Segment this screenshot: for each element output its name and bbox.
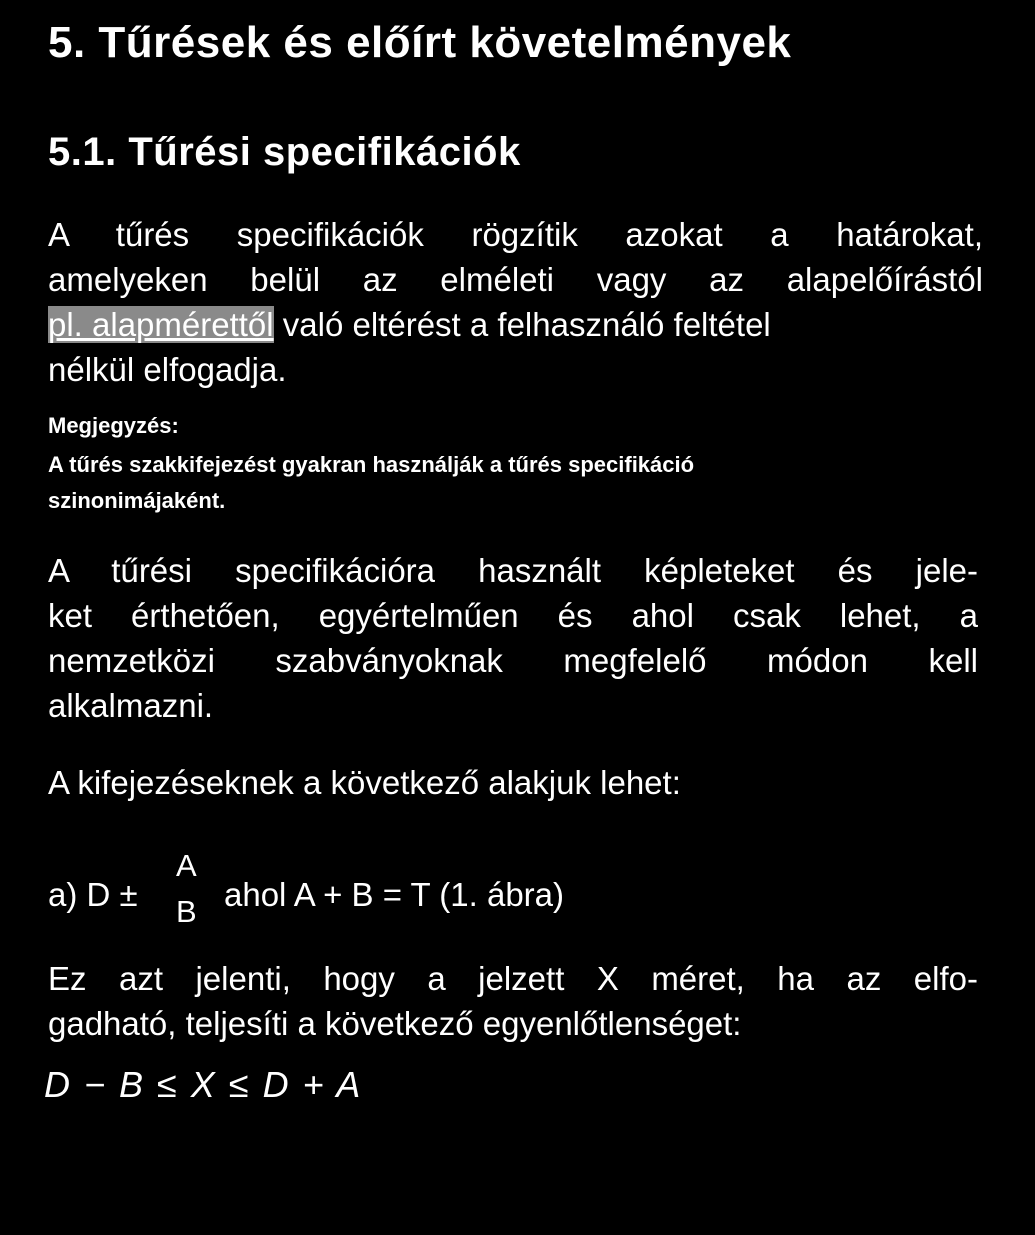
formula-label: a) D ± <box>48 876 138 913</box>
paragraph-line: A tűrési specifikációra használt képleteket és jele- <box>48 552 978 589</box>
paragraph-line: Ez azt jelenti, hogy a jelzett X méret, ha az elfo- <box>48 960 978 997</box>
paragraph-line: A tűrés specifikációk rögzítik azokat a határokat, <box>48 216 983 253</box>
formula-condition: ahol A + B = T (1. ábra) <box>224 876 565 913</box>
paragraph-line: gadható, teljesíti a következő egyenlőtlenséget: <box>48 1005 742 1042</box>
paragraph-line: ket érthetően, egyértelműen és ahol csak lehet, a <box>48 597 978 634</box>
note-text <box>48 447 694 519</box>
paragraph-meaning <box>48 956 978 1046</box>
highlighted-term: pl. alapmérettől <box>48 306 274 343</box>
formula-numerator: A <box>176 848 197 883</box>
paragraph-forms: A kifejezéseknek a következő alakjuk lehet: <box>48 764 681 801</box>
note-line: A tűrés szakkifejezést gyakran használják a tűrés specifikáció <box>48 452 695 477</box>
formula-fraction <box>170 848 210 938</box>
paragraph-line: nemzetközi szabványoknak megfelelő módon kell <box>48 642 978 679</box>
paragraph-line: nélkül elfogadja. <box>48 351 287 388</box>
formula-denominator: B <box>176 894 197 929</box>
chapter-title: 5. Tűrések és előírt követelmények <box>48 18 792 67</box>
paragraph-line <box>48 302 983 347</box>
note-label: Megjegyzés: <box>48 413 179 438</box>
paragraph-line-rest: való eltérést a felhasználó feltétel <box>273 306 771 343</box>
paragraph-formulas <box>48 548 978 728</box>
paragraph-line: alkalmazni. <box>48 687 214 724</box>
paragraph-definition <box>48 212 983 392</box>
paragraph-line: amelyeken belül az elméleti vagy az alapelőírástól <box>48 261 983 298</box>
section-title: 5.1. Tűrési specifikációk <box>48 130 521 174</box>
inequality: D − B ≤ X ≤ D + A <box>44 1064 363 1105</box>
note-line: szinonimájaként. <box>48 488 226 513</box>
